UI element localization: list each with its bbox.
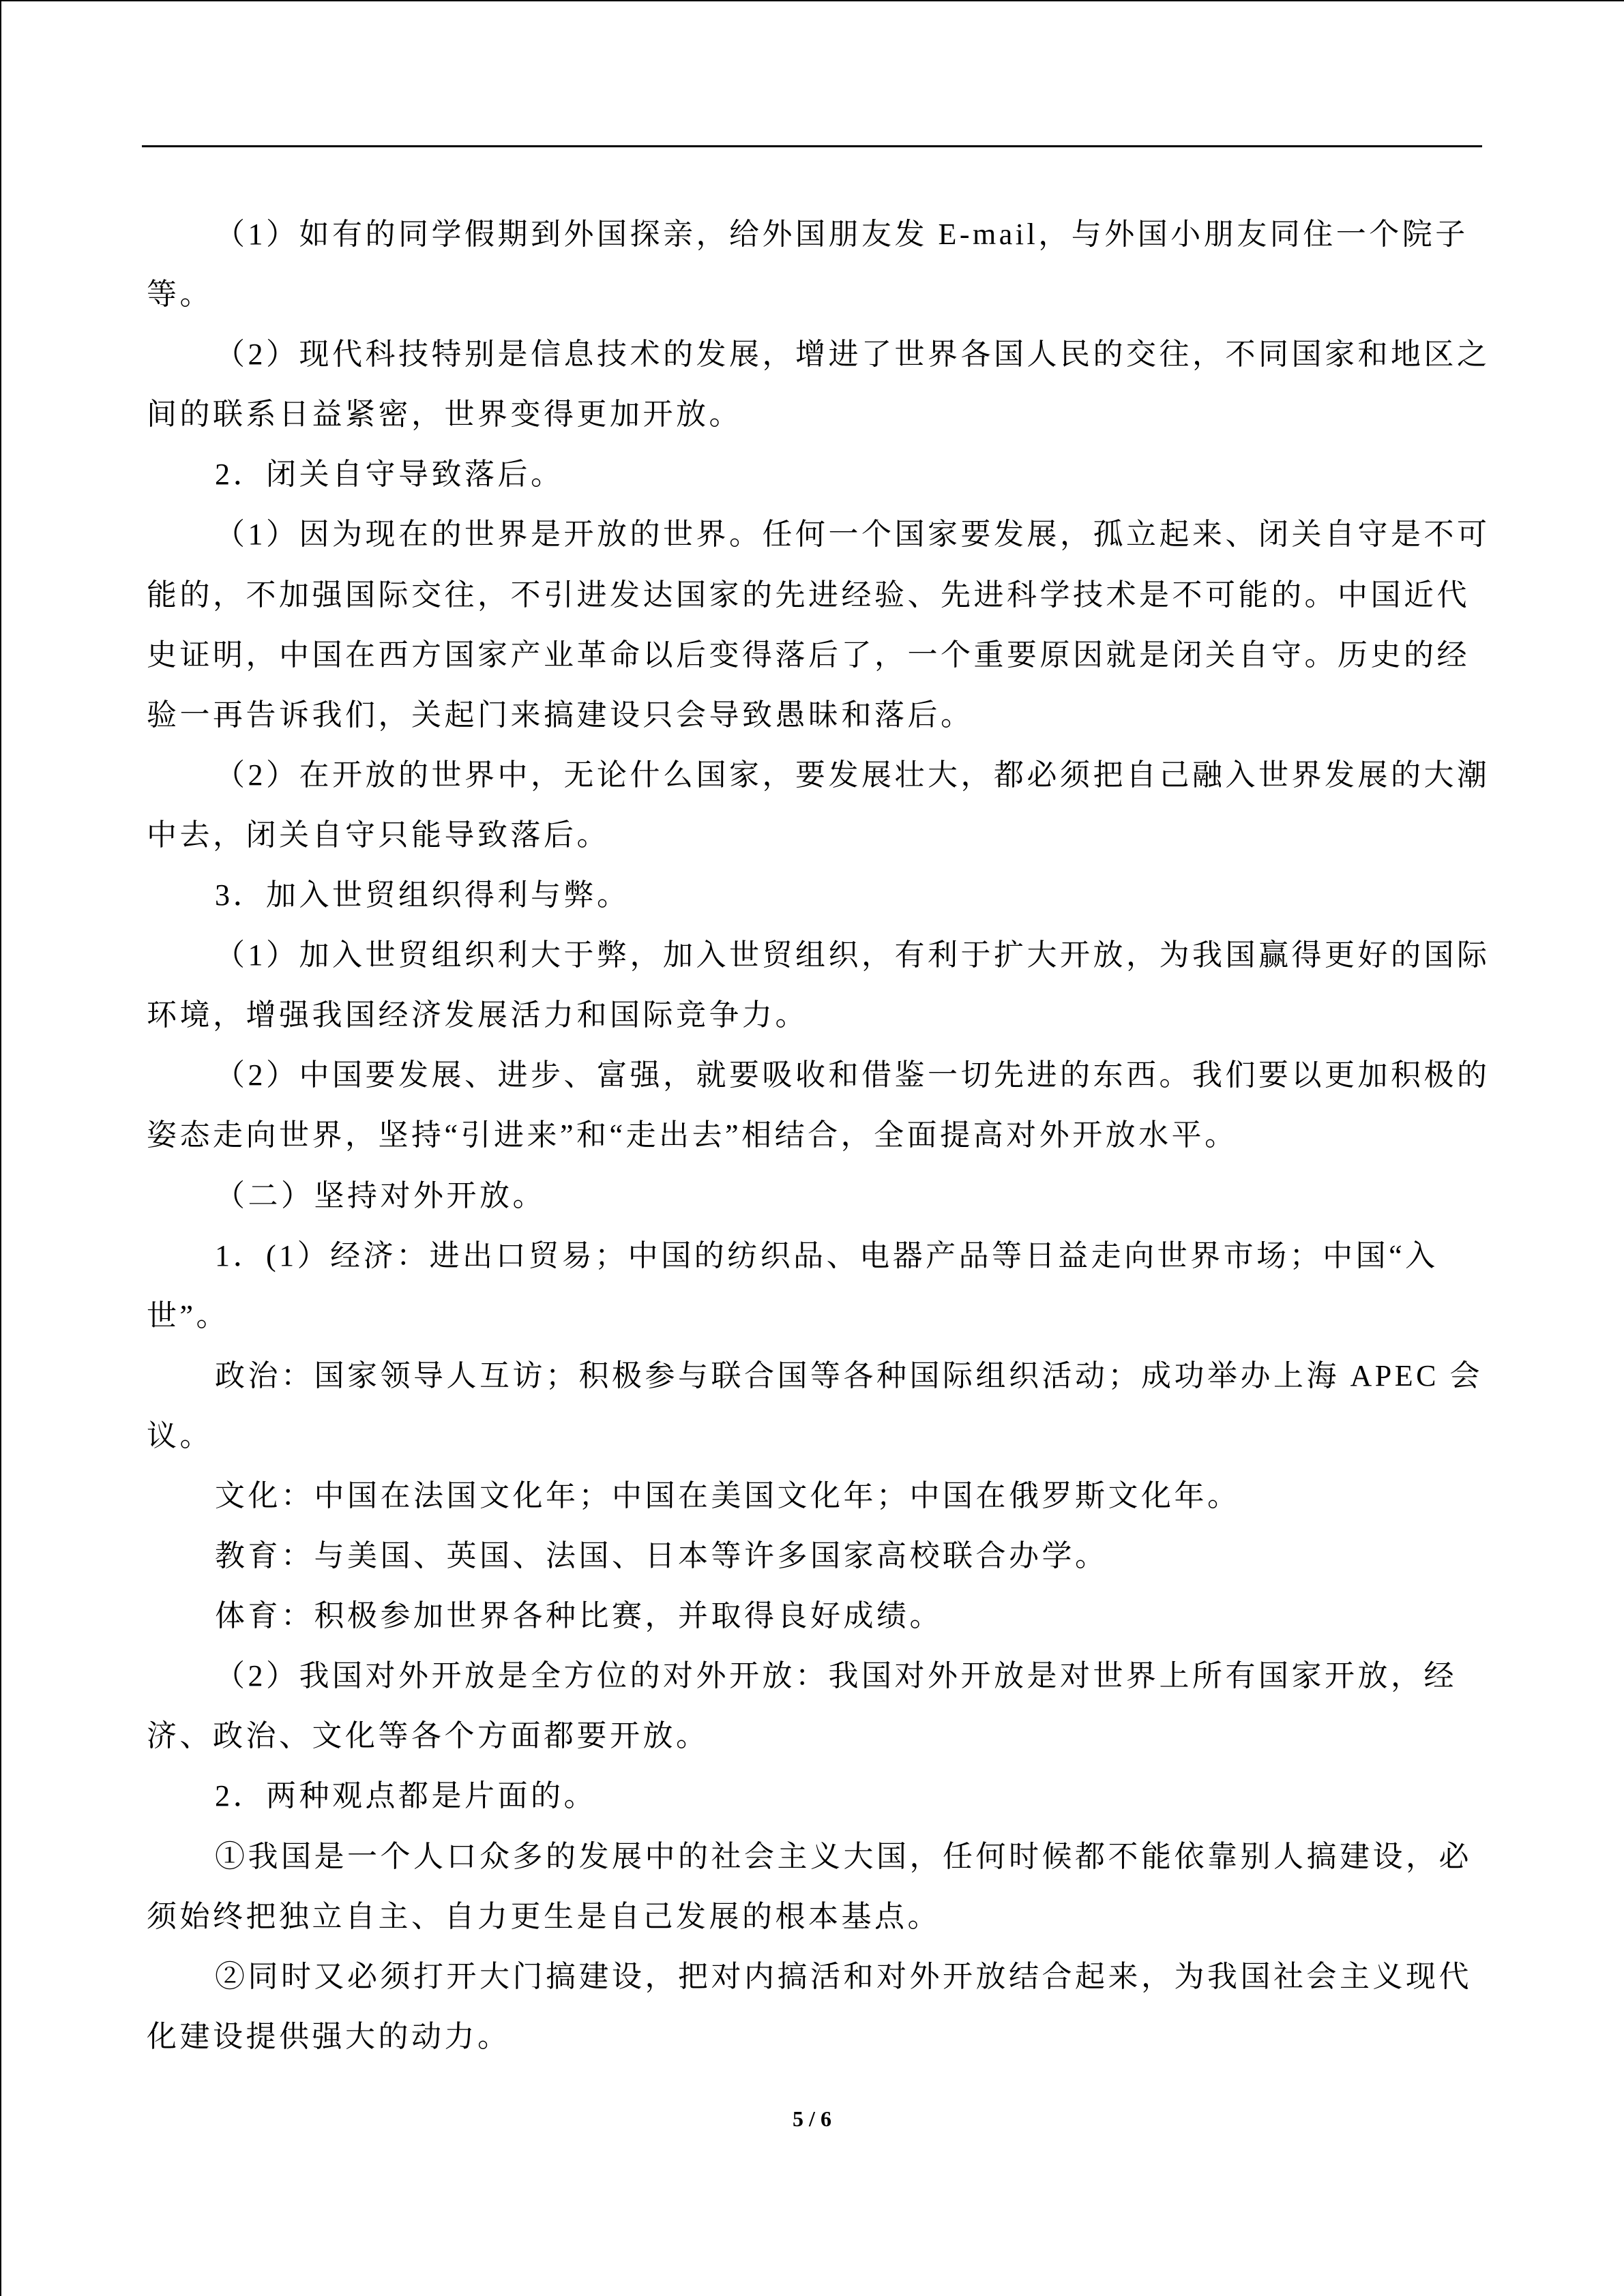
- text-line: 间的联系日益紧密，世界变得更加开放。: [147, 398, 742, 432]
- text-line: 济、政治、文化等各个方面都要开放。: [147, 1719, 709, 1753]
- answer-paragraph: [147, 925, 1490, 1045]
- answer-paragraph: [147, 1827, 1483, 1947]
- point-heading: [147, 445, 1483, 505]
- text-line: 教育：与美国、英国、法国、日本等许多国家高校联合办学。: [215, 1539, 1108, 1573]
- text-line: ①我国是一个人口众多的发展中的社会主义大国，任何时候都不能依靠别人搞建设，必: [215, 1839, 1472, 1873]
- answer-paragraph: [147, 205, 1483, 325]
- point-heading: [147, 1766, 1483, 1826]
- text-line: 2．两种观点都是片面的。: [215, 1779, 597, 1813]
- text-line: 能的，不加强国际交往，不引进发达国家的先进经验、先进科学技术是不可能的。中国近代: [147, 578, 1470, 612]
- text-line: （二）坚持对外开放。: [215, 1178, 546, 1212]
- answer-paragraph: [147, 1466, 1483, 1526]
- text-line: 等。: [147, 278, 213, 312]
- header-rule: [142, 145, 1482, 147]
- text-line: （2）在开放的世界中，无论什么国家，要发展壮大，都必须把自己融入世界发展的大潮: [215, 758, 1490, 792]
- text-line: 姿态走向世界，坚持“引进来”和“走出去”相结合，全面提高对外开放水平。: [147, 1118, 1238, 1152]
- page-edge-top: [0, 0, 1624, 1]
- answer-paragraph: [147, 1045, 1490, 1165]
- text-line: （1）如有的同学假期到外国探亲，给外国朋友发 E-mail，与外国小朋友同住一个院子: [215, 218, 1468, 251]
- page-number: 5 / 6: [793, 2106, 831, 2131]
- text-line: 2．闭关自守导致落后。: [215, 458, 564, 492]
- text-line: 史证明，中国在西方国家产业革命以后变得落后了，一个重要原因就是闭关自守。历史的经: [147, 638, 1470, 672]
- answer-paragraph: [147, 745, 1490, 865]
- text-line: 文化：中国在法国文化年；中国在美国文化年；中国在俄罗斯文化年。: [215, 1478, 1241, 1512]
- text-line: （2）我国对外开放是全方位的对外开放：我国对外开放是对世界上所有国家开放，经: [215, 1659, 1457, 1693]
- text-line: 1．(1）经济：进出口贸易；中国的纺织品、电器产品等日益走向世界市场；中国“入: [215, 1238, 1438, 1272]
- text-line: 3．加入世贸组织得利与弊。: [215, 878, 630, 912]
- text-line: （1）加入世贸组织利大于弊，加入世贸组织，有利于扩大开放，为我国赢得更好的国际: [215, 938, 1490, 972]
- section-heading: [147, 1166, 1483, 1226]
- text-line: （1）因为现在的世界是开放的世界。任何一个国家要发展，孤立起来、闭关自守是不可: [215, 518, 1490, 552]
- text-line: 体育：积极参加世界各种比赛，并取得良好成绩。: [215, 1599, 943, 1633]
- text-line: 世”。: [147, 1298, 230, 1332]
- text-line: ②同时又必须打开大门搞建设，把对内搞活和对外开放结合起来，为我国社会主义现代: [215, 1959, 1472, 1993]
- text-line: 政治：国家领导人互访；积极参与联合国等各种国际组织活动；成功举办上海 APEC 会: [215, 1358, 1483, 1392]
- answer-paragraph: [147, 1226, 1483, 1346]
- answer-paragraph: [147, 1646, 1483, 1766]
- answer-paragraph: [147, 505, 1490, 745]
- text-line: 议。: [147, 1418, 213, 1452]
- text-line: 化建设提供强大的动力。: [147, 2019, 511, 2053]
- point-heading: [147, 865, 1483, 925]
- text-line: 须始终把独立自主、自力更生是自己发展的根本基点。: [147, 1899, 941, 1933]
- text-line: （2）现代科技特别是信息技术的发展，增进了世界各国人民的交往，不同国家和地区之: [215, 338, 1490, 372]
- answer-paragraph: [147, 1586, 1483, 1646]
- document-body: [147, 205, 1490, 2067]
- text-line: （2）中国要发展、进步、富强，就要吸收和借鉴一切先进的东西。我们要以更加积极的: [215, 1058, 1490, 1092]
- answer-paragraph: [147, 1346, 1483, 1466]
- text-line: 验一再告诉我们，关起门来搞建设只会导致愚昧和落后。: [147, 698, 974, 732]
- answer-paragraph: [147, 1947, 1483, 2067]
- answer-paragraph: [147, 325, 1490, 445]
- text-line: 环境，增强我国经济发展活力和国际竞争力。: [147, 998, 808, 1032]
- text-line: 中去，闭关自守只能导致落后。: [147, 818, 610, 852]
- page-edge-left: [0, 0, 1, 2296]
- answer-paragraph: [147, 1526, 1483, 1586]
